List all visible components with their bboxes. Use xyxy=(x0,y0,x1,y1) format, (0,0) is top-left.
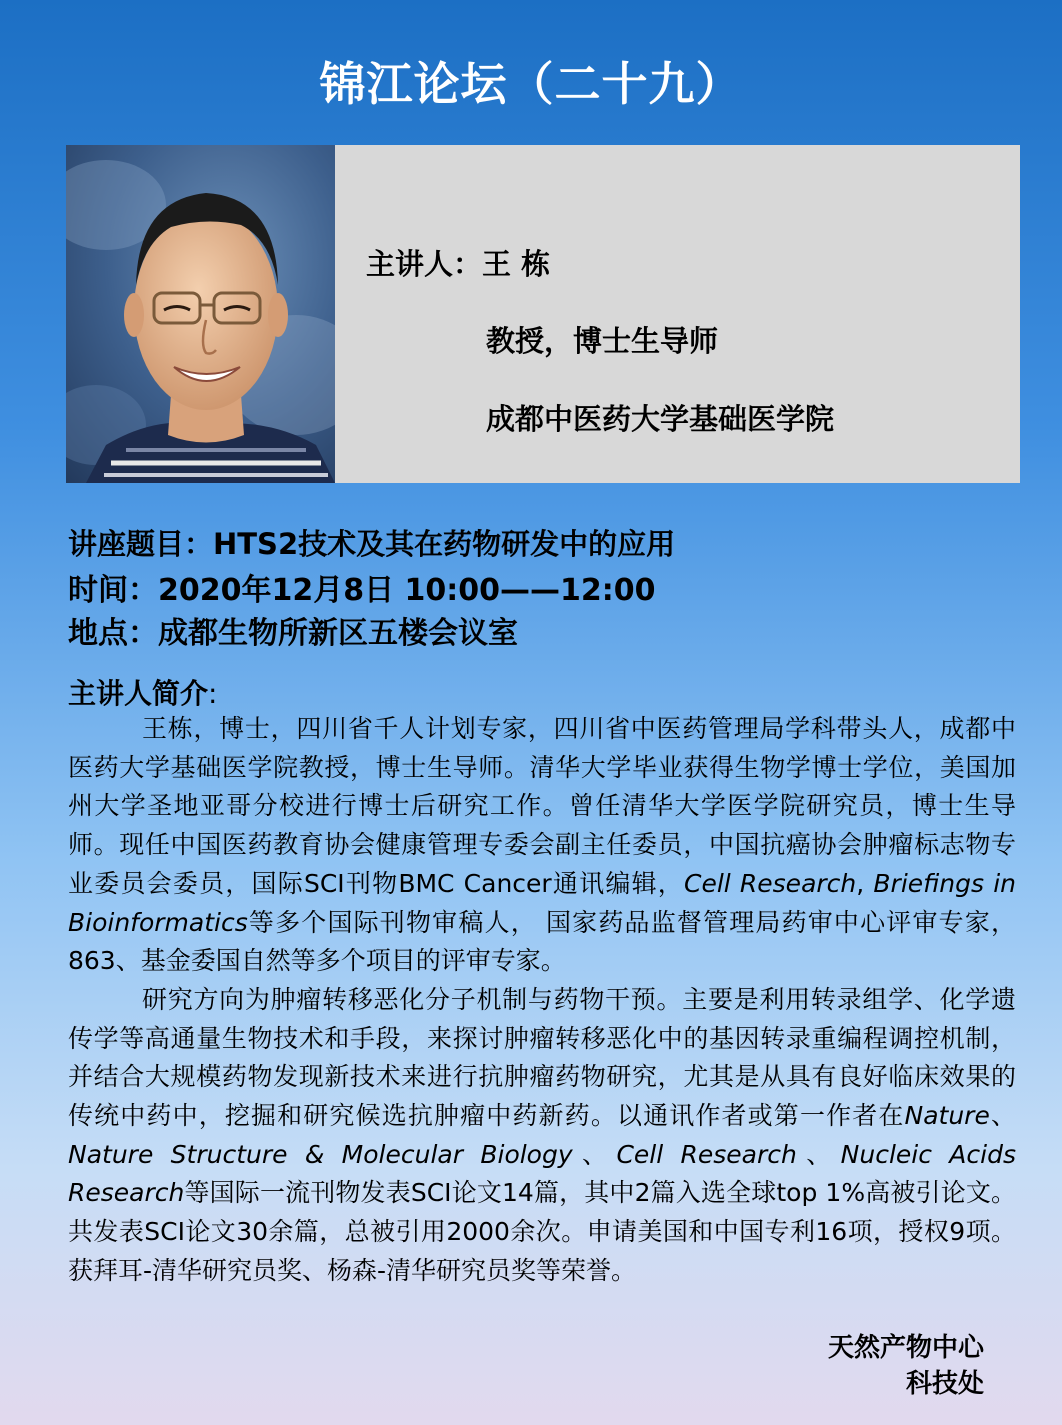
bio-text: 等国际一流刊物发表SCI论文14篇，其中2篇入选全球top 1%高被引论文。共发表SCI论文30余篇，总被引用2000余次。申请美国和中国专利16项，授权9项。获拜耳-清华研究员奖、杨森-清华研究员奖等荣誉。 xyxy=(68,1178,1016,1285)
bio-text: 研究方向为肿瘤转移恶化分子机制与药物干预。主要是利用转录组学、化学遗传学等高通量生物技术和手段，来探讨肿瘤转移恶化中的基因转录重编程调控机制，并结合大规模药物发现新技术来进行抗肿瘤药物研究，尤其是从具有良好临床效果的传统中药中，挖掘和研究候选抗肿瘤中药新药。以通讯作者或第一作者在 xyxy=(68,984,1016,1131)
journal-name: Cell Research xyxy=(684,868,857,898)
bio-text: , xyxy=(856,868,874,898)
poster-title: 锦江论坛（二十九） xyxy=(319,57,743,111)
lecture-time: 时间：2020年12月8日 10:00——12:00 xyxy=(68,573,656,608)
bio-text: 、 xyxy=(572,1139,617,1169)
speaker-card xyxy=(66,145,1020,483)
journal-name: Briefings in Bioinformatics xyxy=(68,868,1016,937)
bio-text: 王栋，博士，四川省千人计划专家，四川省中医药管理局学科带头人，成都中医药大学基础医学院教授，博士生导师。清华大学毕业获得生物学博士学位，美国加州大学圣地亚哥分校进行博士后研究工作。曾任清华大学医学院研究员，博士生导师。现任中国医药教育协会健康管理专委会副主任委员，中国抗癌协会肿瘤标志物专业委员会委员，国际SCI刊物BMC Cancer通讯编辑， xyxy=(68,714,1016,898)
speaker-photo xyxy=(66,145,335,483)
journal-name: Nature xyxy=(904,1101,990,1131)
organizer-line-1: 天然产物中心 xyxy=(827,1333,984,1363)
bio-text: 、 xyxy=(989,1101,1016,1131)
organizer-signature xyxy=(828,1330,984,1402)
journal-name: Nature Structure & Molecular Biology xyxy=(68,1139,573,1169)
speaker-title: 教授，博士生导师 xyxy=(486,324,719,358)
journal-name: Nucleic Acids Research xyxy=(68,1139,1016,1208)
bio-paragraph-2 xyxy=(68,981,1016,1291)
bio-paragraph-1 xyxy=(68,710,1016,981)
bio-heading-colon: : xyxy=(208,677,218,710)
speaker-name: 主讲人：王 栋 xyxy=(366,247,551,281)
speaker-affiliation: 成都中医药大学基础医学院 xyxy=(486,402,835,436)
bio-heading-text: 主讲人简介 xyxy=(68,677,209,710)
speaker-bio xyxy=(68,710,1016,1291)
organizer-line-2: 科技处 xyxy=(905,1369,984,1399)
journal-name: Cell Research xyxy=(616,1139,797,1169)
bio-text: 等多个国际刊物审稿人， 国家药品监督管理局药审中心评审专家，863、基金委国自然等多个项目的评审专家。 xyxy=(68,907,1016,976)
bio-text: 、 xyxy=(796,1139,841,1169)
lecture-place: 地点：成都生物所新区五楼会议室 xyxy=(68,616,518,651)
lecture-topic: 讲座题目：HTS2技术及其在药物研发中的应用 xyxy=(68,527,676,561)
bio-heading xyxy=(68,672,217,712)
